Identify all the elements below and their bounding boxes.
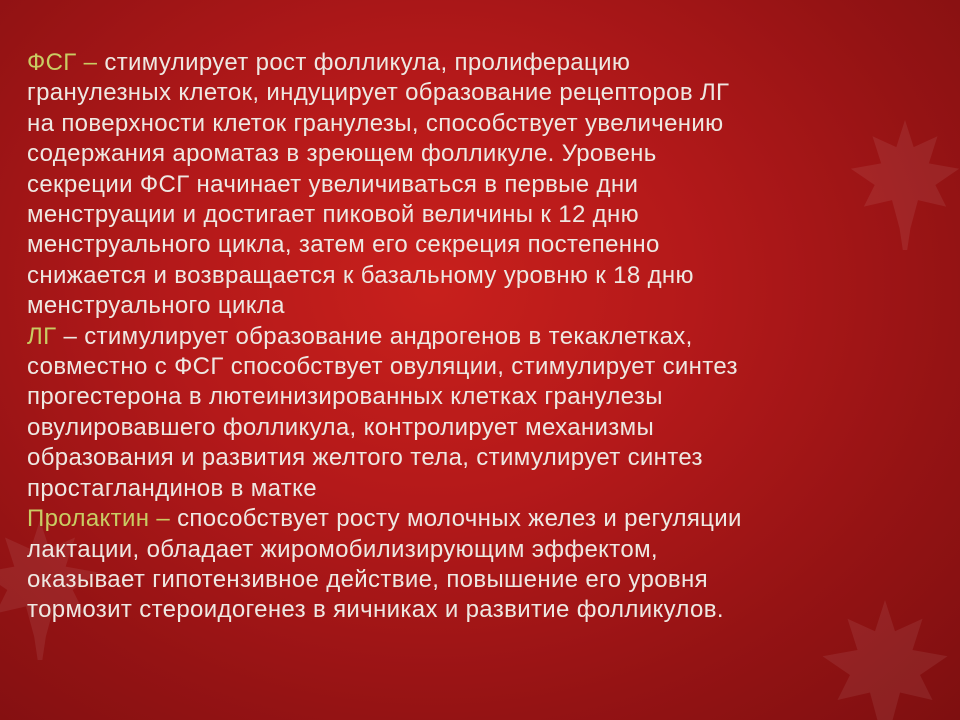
text-line: на поверхности клеток гранулезы, способствует увеличению bbox=[27, 109, 724, 137]
line-text: способствует росту молочных желез и регуляции bbox=[177, 505, 742, 533]
text-line: менструального цикла, затем его секреция постепенно bbox=[27, 231, 660, 259]
text-line: гранулезных клеток, индуцирует образование рецепторов ЛГ bbox=[27, 79, 730, 107]
text-line: овулировавшего фолликула, контролирует механизмы bbox=[27, 413, 655, 441]
line-text: стимулирует рост фолликула, пролиферацию bbox=[104, 49, 631, 76]
term-dash: – bbox=[149, 505, 178, 533]
text-line: совместно с ФСГ способствует овуляции, стимулирует синтез bbox=[27, 353, 738, 381]
text-line: простагландинов в матке bbox=[27, 474, 317, 502]
text-line: менструального цикла bbox=[27, 292, 285, 320]
text-line bbox=[27, 48, 927, 78]
text-line: содержания ароматаз в зреющем фолликуле. Уровень bbox=[27, 140, 657, 168]
paragraph-lh bbox=[27, 322, 927, 504]
text-line bbox=[27, 504, 927, 534]
term-label: ЛГ bbox=[27, 322, 57, 350]
text-line: снижается и возвращается к базальному уровню к 18 дню bbox=[27, 261, 694, 289]
paragraph-prolactin bbox=[27, 504, 927, 626]
text-line: секреции ФСГ начинает увеличиваться в первые дни bbox=[27, 170, 639, 198]
term-label: Пролактин bbox=[27, 505, 150, 533]
text-line: лактации, обладает жиромобилизирующим эффектом, bbox=[27, 535, 658, 563]
text-line bbox=[27, 322, 927, 352]
term-label: ФСГ bbox=[27, 49, 77, 76]
paragraph-fsh bbox=[27, 48, 927, 322]
text-line: образования и развития желтого тела, стимулирует синтез bbox=[27, 444, 703, 472]
text-line: тормозит стероидогенез в яичниках и развитие фолликулов. bbox=[27, 596, 724, 624]
text-line: оказывает гипотензивное действие, повышение его уровня bbox=[27, 565, 708, 593]
slide-body bbox=[27, 48, 927, 626]
text-line: прогестерона в лютеинизированных клетках гранулезы bbox=[27, 383, 663, 411]
term-dash: – bbox=[56, 322, 85, 350]
line-text: стимулирует образование андрогенов в текаклетках, bbox=[84, 322, 693, 350]
text-line: менструации и достигает пиковой величины к 12 дню bbox=[27, 201, 639, 229]
term-dash: – bbox=[76, 49, 105, 76]
